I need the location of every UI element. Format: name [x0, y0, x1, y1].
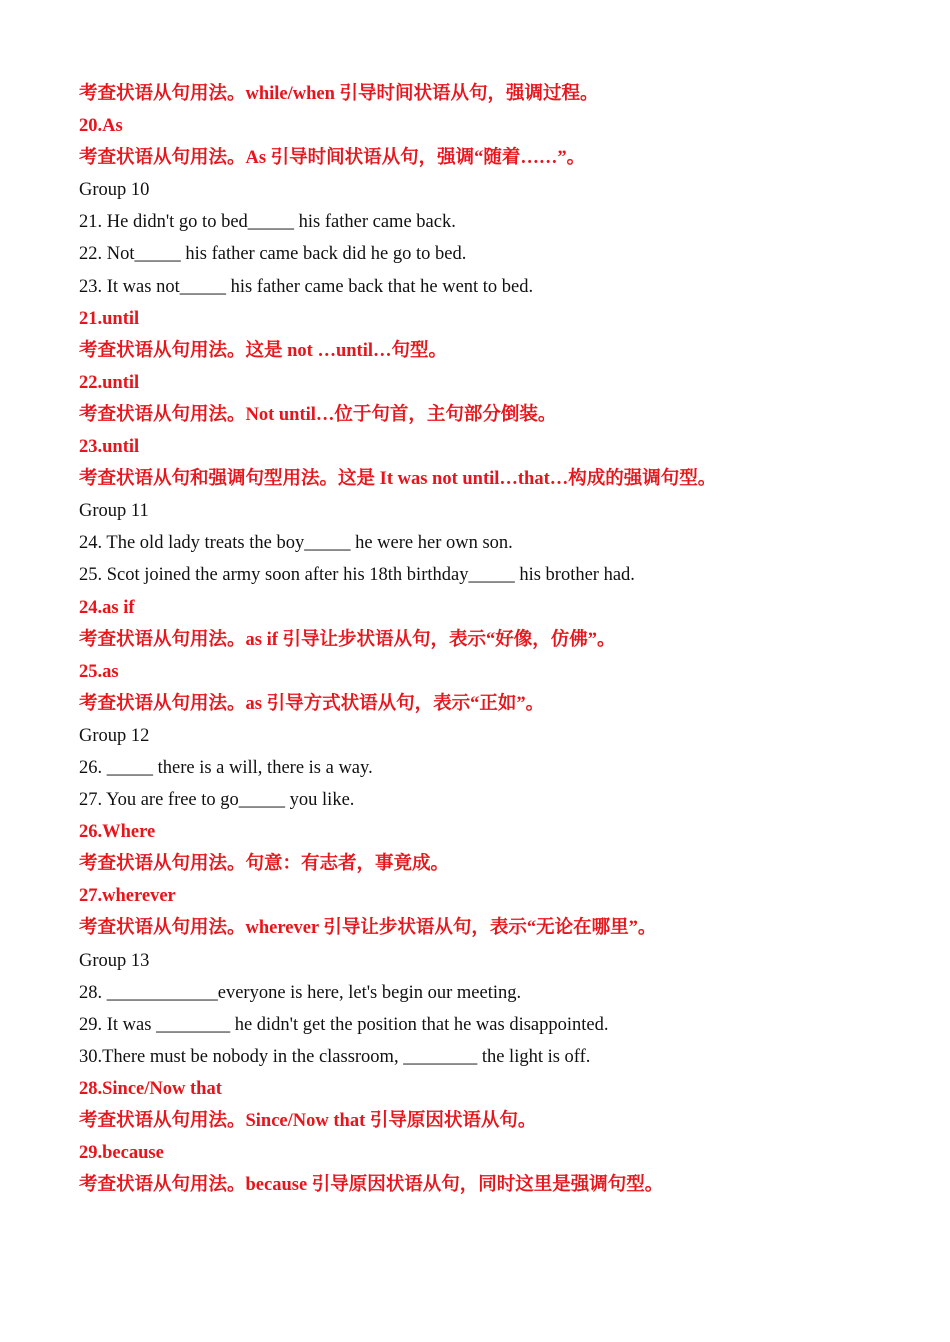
question-line: 21. He didn't go to bed_____ his father came back.	[79, 212, 456, 233]
question-line: 22. Not_____ his father came back did he go to bed.	[79, 244, 467, 265]
answer-line: 22.until	[79, 372, 140, 393]
explanation-line: 考查状语从句用法。句意：有志者，事竟成。	[79, 854, 450, 875]
answer-line: 28.Since/Now that	[79, 1078, 222, 1099]
group-heading: Group 12	[79, 725, 150, 746]
answer-line: 21.until	[79, 308, 140, 329]
explanation-line: 考查状语从句用法。as if 引导让步状语从句，表示“好像，仿佛”。	[79, 629, 616, 650]
answer-line: 27.wherever	[79, 886, 176, 907]
explanation-line: 考查状语从句用法。because 引导原因状语从句，同时这里是强调句型。	[79, 1175, 664, 1196]
question-line: 24. The old lady treats the boy_____ he were her own son.	[79, 533, 513, 554]
explanation-line: 考查状语从句和强调句型用法。这是 It was not until…that…构成的强调句型。	[79, 469, 717, 490]
explanation-line: 考查状语从句用法。Since/Now that 引导原因状语从句。	[79, 1111, 537, 1131]
group-heading: Group 11	[79, 501, 149, 522]
answer-line: 24.as if	[79, 597, 135, 618]
group-heading: Group 13	[79, 950, 150, 971]
question-line: 26. _____ there is a will, there is a way.	[79, 757, 373, 778]
explanation-line: 考查状语从句用法。while/when 引导时间状语从句，强调过程。	[79, 84, 599, 104]
explanation-line: 考查状语从句用法。wherever 引导让步状语从句，表示“无论在哪里”。	[79, 918, 657, 939]
answer-line: 29.because	[79, 1143, 164, 1164]
answer-line: 23.until	[79, 437, 140, 458]
document-page	[79, 78, 919, 1201]
explanation-line: 考查状语从句用法。as 引导方式状语从句，表示“正如”。	[79, 693, 545, 714]
question-line: 30.There must be nobody in the classroom, ________ the light is off.	[79, 1046, 591, 1067]
question-line: 28. ____________everyone is here, let's begin our meeting.	[79, 982, 522, 1003]
group-heading: Group 10	[79, 180, 150, 201]
explanation-line: 考查状语从句用法。这是 not …until…句型。	[79, 340, 447, 361]
answer-line: 26.Where	[79, 822, 156, 843]
question-line: 25. Scot joined the army soon after his 18th birthday_____ his brother had.	[79, 565, 635, 586]
answer-line: 25.as	[79, 661, 119, 682]
answer-line: 20.As	[79, 116, 123, 137]
explanation-line: 考查状语从句用法。Not until…位于句首，主句部分倒装。	[79, 404, 557, 425]
question-line: 27. You are free to go_____ you like.	[79, 790, 355, 811]
question-line: 29. It was ________ he didn't get the position that he was disappointed.	[79, 1014, 609, 1035]
question-line: 23. It was not_____ his father came back that he went to bed.	[79, 276, 534, 297]
explanation-line: 考查状语从句用法。As 引导时间状语从句，强调“随着……”。	[79, 148, 586, 169]
